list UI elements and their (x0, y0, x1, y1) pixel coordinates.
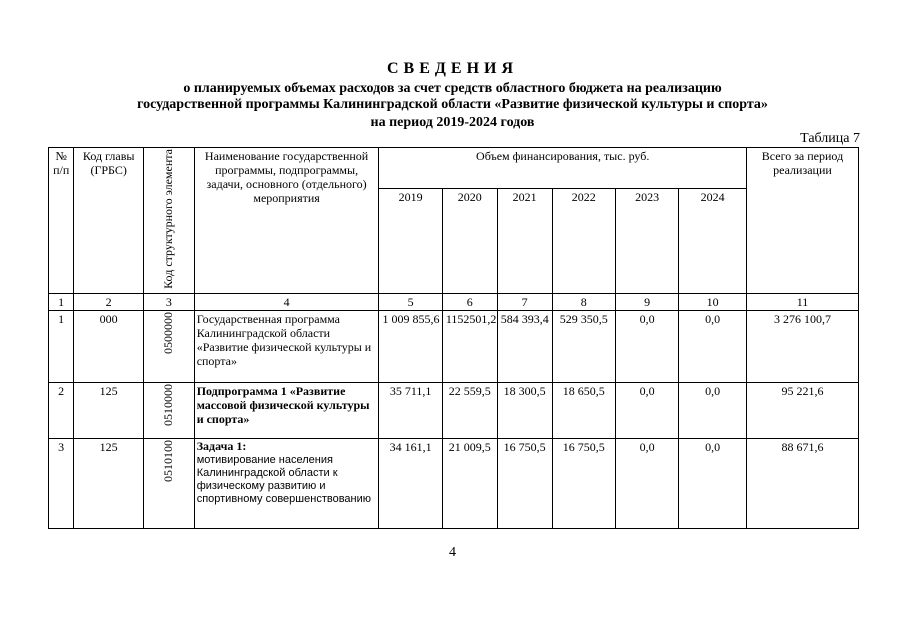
page-number: 4 (449, 545, 456, 560)
table-row (49, 382, 859, 438)
row-value-2021: 18 300,5 (497, 382, 552, 438)
row-num: 1 (49, 310, 74, 382)
row-value-2022: 16 750,5 (552, 438, 615, 528)
header-year: 2024 (679, 188, 747, 293)
column-number: 10 (679, 293, 747, 310)
row-name (194, 438, 379, 528)
header-year: 2020 (442, 188, 497, 293)
financing-table (48, 147, 859, 529)
row-grbs: 000 (74, 310, 144, 382)
row-value-2024: 0,0 (679, 310, 747, 382)
header-grbs: Код главы (ГРБС) (74, 148, 144, 294)
document-subtitle-line-3: на период 2019-2024 годов (370, 115, 535, 130)
row-value-2023: 0,0 (615, 382, 678, 438)
row-value-2022: 529 350,5 (552, 310, 615, 382)
row-value-2021: 584 393,4 (497, 310, 552, 382)
column-number: 8 (552, 293, 615, 310)
row-struct-code (144, 310, 195, 382)
column-number: 9 (615, 293, 678, 310)
header-name: Наименование государственной программы, подпрограммы, задачи, основного (отдельного) мероприятия (194, 148, 379, 294)
column-number-row (49, 293, 859, 310)
row-name: Подпрограмма 1 «Развитие массовой физической культуры и спорта» (194, 382, 379, 438)
document-title: СВЕДЕНИЯ (386, 60, 519, 77)
row-value-2019: 1 009 855,6 (379, 310, 442, 382)
row-total: 3 276 100,7 (746, 310, 858, 382)
row-struct-code-text: 0510000 (161, 383, 176, 426)
row-num: 2 (49, 382, 74, 438)
header-year: 2023 (615, 188, 678, 293)
row-value-2024: 0,0 (679, 382, 747, 438)
row-value-2020: 22 559,5 (442, 382, 497, 438)
document-subtitle-line-1: о планируемых объемах расходов за счет средств областного бюджета на реализацию (183, 81, 722, 96)
row-total: 95 221,6 (746, 382, 858, 438)
row-name-bold: Задача 1: (196, 438, 247, 453)
row-value-2023: 0,0 (615, 310, 678, 382)
row-name-text: мотивирование населения Калининградской области к физическому развитию и спортивному совершенствованию (196, 453, 371, 505)
row-num: 3 (49, 438, 74, 528)
header-total: Всего за период реализации (746, 148, 858, 294)
table-row (49, 438, 859, 528)
row-struct-code (144, 438, 195, 528)
header-year: 2022 (552, 188, 615, 293)
column-number: 7 (497, 293, 552, 310)
header-year: 2021 (497, 188, 552, 293)
header-struct-code-text: Код структурного элемента (161, 149, 176, 289)
header-struct-code (144, 148, 195, 294)
column-number: 4 (194, 293, 379, 310)
row-grbs: 125 (74, 382, 144, 438)
row-struct-code-text: 0510100 (161, 439, 176, 482)
column-number: 3 (144, 293, 195, 310)
row-value-2020: 1152501,2 (442, 310, 497, 382)
row-value-2022: 18 650,5 (552, 382, 615, 438)
document-subtitle-line-2: государственной программы Калининградской области «Развитие физической культуры и спорта» (137, 97, 768, 112)
column-number: 2 (74, 293, 144, 310)
row-value-2019: 34 161,1 (379, 438, 442, 528)
row-value-2021: 16 750,5 (497, 438, 552, 528)
column-number: 6 (442, 293, 497, 310)
column-number: 5 (379, 293, 442, 310)
row-value-2019: 35 711,1 (379, 382, 442, 438)
header-num: № п/п (49, 148, 74, 294)
header-volume: Объем финансирования, тыс. руб. (379, 148, 746, 189)
row-total: 88 671,6 (746, 438, 858, 528)
row-struct-code (144, 382, 195, 438)
row-struct-code-text: 0500000 (161, 311, 176, 354)
row-name: Государственная программа Калининградской области «Развитие физической культуры и спорта» (194, 310, 379, 382)
table-label: Таблица 7 (800, 131, 860, 146)
header-year: 2019 (379, 188, 442, 293)
column-number: 1 (49, 293, 74, 310)
row-value-2020: 21 009,5 (442, 438, 497, 528)
row-value-2023: 0,0 (615, 438, 678, 528)
row-grbs: 125 (74, 438, 144, 528)
table-row (49, 310, 859, 382)
column-number: 11 (746, 293, 858, 310)
row-value-2024: 0,0 (679, 438, 747, 528)
